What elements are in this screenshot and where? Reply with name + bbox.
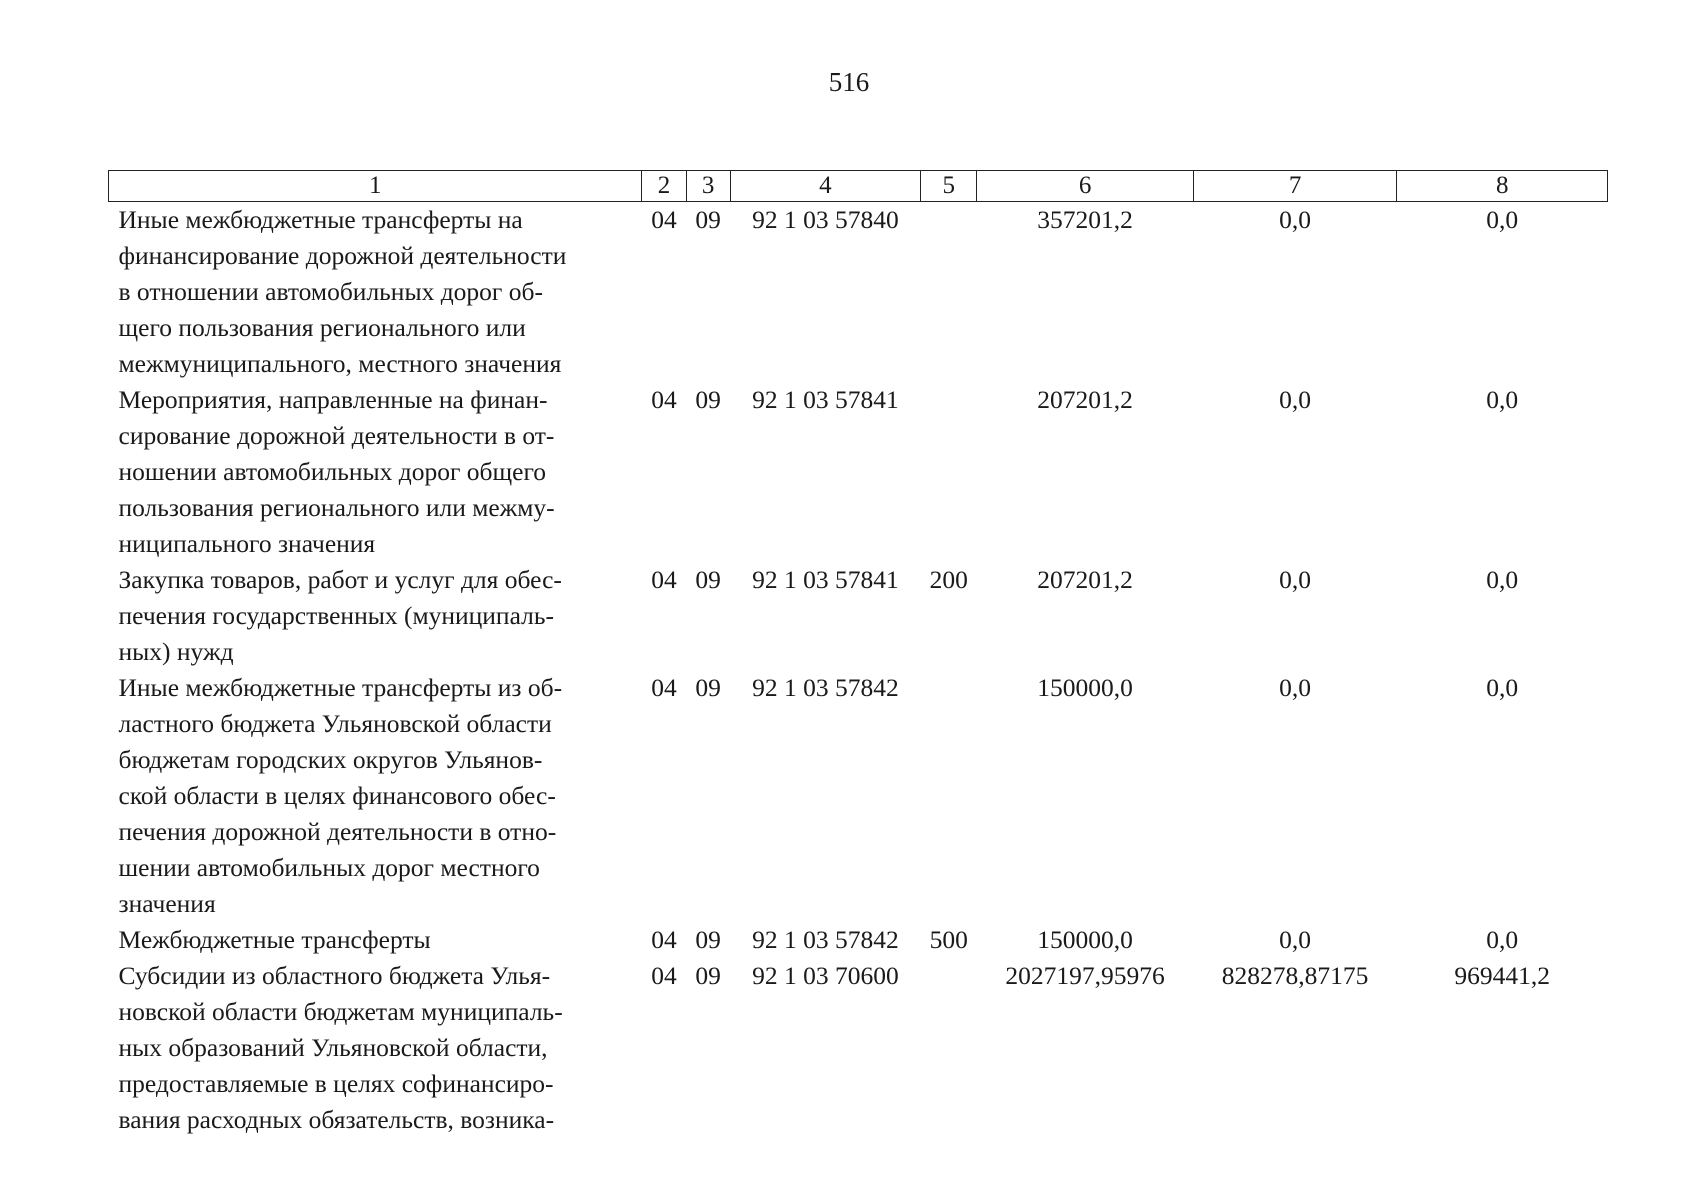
description-line: бюджетам городских округов Ульянов- (118, 745, 543, 774)
subsection-code: 09 (695, 925, 721, 954)
row-description (109, 958, 642, 1138)
table-row (109, 202, 1608, 383)
description-line: ластного бюджета Ульяновской области (118, 709, 552, 738)
amount-col-6: 207201,2 (1037, 385, 1133, 414)
header-row (109, 171, 1608, 202)
header-col-2: 2 (642, 171, 686, 202)
description-line: Иные межбюджетные трансферты на (118, 205, 523, 234)
header-col-1: 1 (109, 171, 642, 202)
amount-col-7: 0,0 (1279, 673, 1312, 702)
amount-col-7: 0,0 (1279, 385, 1312, 414)
row-description (109, 670, 642, 922)
expense-type-code (921, 670, 977, 922)
amount-col-7: 0,0 (1279, 925, 1312, 954)
description-line: финансирование дорожной деятельности (118, 241, 567, 270)
amount-col-7: 828278,87175 (1221, 961, 1369, 990)
description-line: сирование дорожной деятельности в от- (118, 421, 555, 450)
row-description (109, 202, 642, 383)
description-line: Субсидии из областного бюджета Улья- (118, 961, 551, 990)
description-line: ных образований Ульяновской области, (118, 1033, 548, 1062)
description-line: шении автомобильных дорог местного (118, 853, 540, 882)
table-row (109, 670, 1608, 922)
amount-col-7: 0,0 (1279, 565, 1312, 594)
table-row (109, 958, 1608, 1138)
description-line: Мероприятия, направленные на финан- (118, 385, 548, 414)
target-article-code: 92 1 03 57841 (752, 385, 899, 414)
header-col-5: 5 (921, 171, 977, 202)
expense-type-code (921, 382, 977, 562)
expense-type-code: 500 (929, 925, 968, 954)
section-code: 04 (651, 673, 677, 702)
subsection-code: 09 (695, 205, 721, 234)
budget-table (108, 170, 1608, 1138)
table-header (109, 171, 1608, 202)
description-line: ской области в целях финансового обес- (118, 781, 556, 810)
table-body (109, 202, 1608, 1139)
page-number: 516 (828, 67, 870, 97)
description-line: печения государственных (муниципаль- (118, 601, 554, 630)
target-article-code: 92 1 03 57842 (752, 925, 899, 954)
section-code: 04 (651, 205, 677, 234)
amount-col-8: 0,0 (1486, 385, 1519, 414)
target-article-code: 92 1 03 70600 (752, 961, 899, 990)
description-line: ниципального значения (118, 529, 376, 558)
amount-col-6: 150000,0 (1037, 673, 1133, 702)
amount-col-6: 2027197,95976 (1005, 961, 1165, 990)
description-line: значения (118, 889, 216, 918)
amount-col-8: 0,0 (1486, 565, 1519, 594)
row-description (109, 382, 642, 562)
amount-col-8: 0,0 (1486, 673, 1519, 702)
header-col-7: 7 (1193, 171, 1397, 202)
section-code: 04 (651, 961, 677, 990)
subsection-code: 09 (695, 961, 721, 990)
section-code: 04 (651, 925, 677, 954)
header-col-4: 4 (730, 171, 921, 202)
subsection-code: 09 (695, 673, 721, 702)
description-line: ных) нужд (118, 637, 234, 666)
subsection-code: 09 (695, 385, 721, 414)
table-row (109, 382, 1608, 562)
amount-col-6: 357201,2 (1037, 205, 1133, 234)
description-line: Закупка товаров, работ и услуг для обес- (118, 565, 562, 594)
description-line: Межбюджетные трансферты (118, 925, 431, 954)
section-code: 04 (651, 385, 677, 414)
amount-col-8: 0,0 (1486, 205, 1519, 234)
table-row (109, 922, 1608, 958)
subsection-code: 09 (695, 565, 721, 594)
section-code: 04 (651, 565, 677, 594)
description-line: межмуниципального, местного значения (118, 349, 562, 378)
amount-col-6: 207201,2 (1037, 565, 1133, 594)
expense-type-code (921, 202, 977, 383)
description-line: вания расходных обязательств, возника- (118, 1105, 555, 1134)
description-line: щего пользования регионального или (118, 313, 526, 342)
description-line: печения дорожной деятельности в отно- (118, 817, 557, 846)
expense-type-code (921, 958, 977, 1138)
amount-col-8: 969441,2 (1454, 961, 1550, 990)
target-article-code: 92 1 03 57840 (752, 205, 899, 234)
amount-col-6: 150000,0 (1037, 925, 1133, 954)
description-line: ношении автомобильных дорог общего (118, 457, 547, 486)
row-description (109, 562, 642, 670)
header-col-6: 6 (977, 171, 1194, 202)
description-line: в отношении автомобильных дорог об- (118, 277, 543, 306)
row-description (109, 922, 642, 958)
table-row (109, 562, 1608, 670)
target-article-code: 92 1 03 57841 (752, 565, 899, 594)
expense-type-code: 200 (929, 565, 968, 594)
amount-col-8: 0,0 (1486, 925, 1519, 954)
target-article-code: 92 1 03 57842 (752, 673, 899, 702)
description-line: предоставляемые в целях софинансиро- (118, 1069, 554, 1098)
description-line: пользования регионального или межму- (118, 493, 555, 522)
amount-col-7: 0,0 (1279, 205, 1312, 234)
description-line: новской области бюджетам муниципаль- (118, 997, 563, 1026)
description-line: Иные межбюджетные трансферты из об- (118, 673, 563, 702)
header-col-3: 3 (686, 171, 730, 202)
header-col-8: 8 (1397, 171, 1608, 202)
